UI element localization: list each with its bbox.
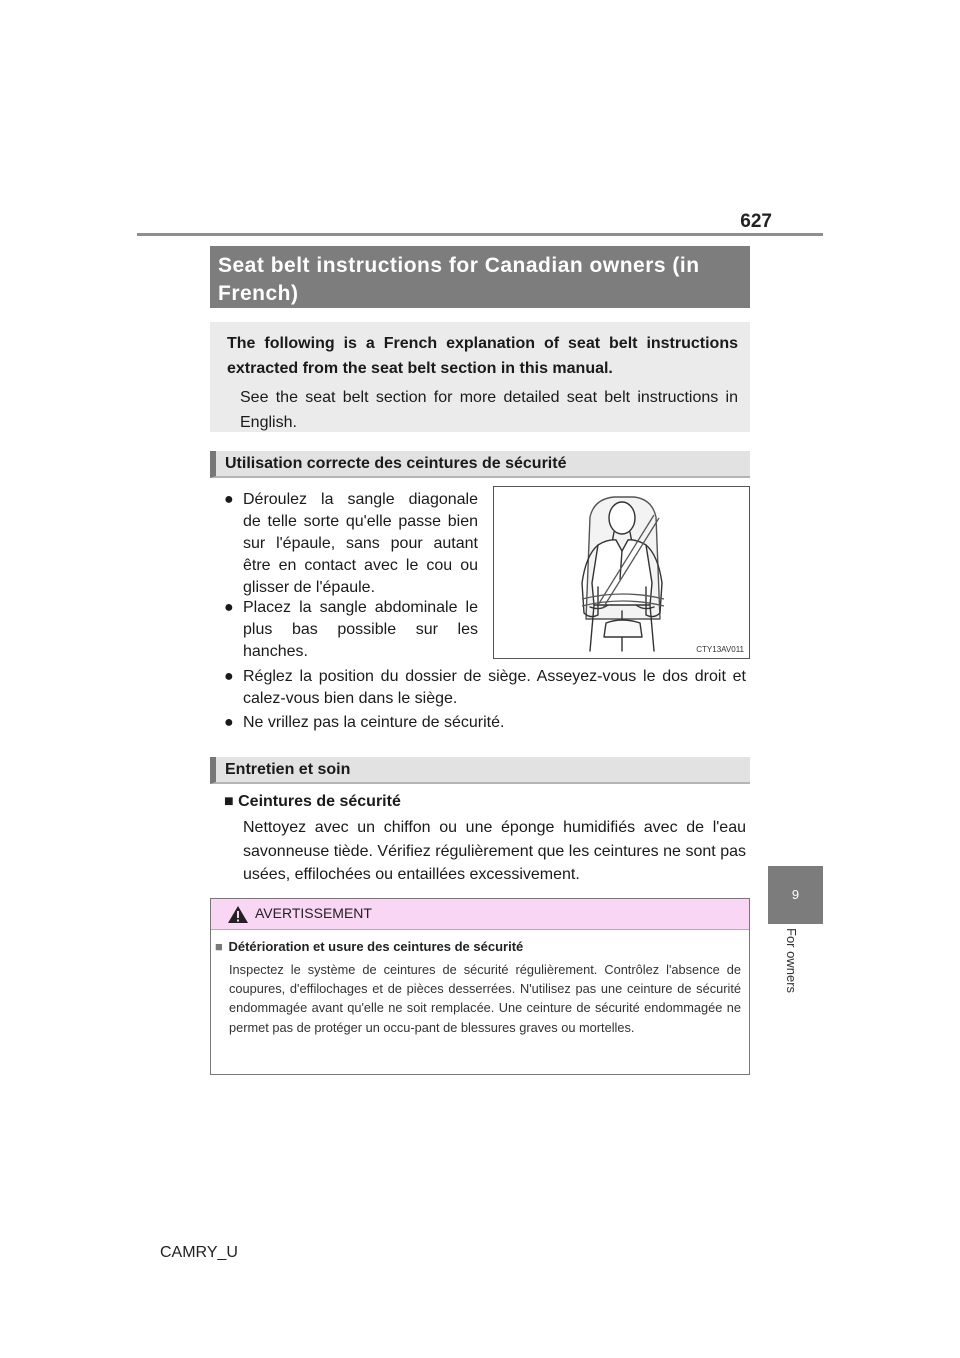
bullet-line: plus bas possible sur les (243, 621, 478, 638)
care-heading: Entretien et soin (210, 757, 750, 784)
illustration-code: CTY13AV011 (696, 645, 744, 654)
bullet-line: Placez la sangle abdominale le (243, 599, 478, 616)
bullet-line: être en contact avec le cou ou (243, 557, 478, 574)
warning-text: Inspectez le système de ceintures de sécurité régulièrement. Contrôlez l'absence de coupures, d'effilochages et de pièces desserrées. N'utilisez pas une ceinture de sécurité endommagée avant qu'elle ne soit remplacée. Une ceinture de sécurité endommagée ne permet pas de protéger un occu-pant de blessures graves ou mortelles. (229, 962, 741, 1035)
bullet-item (224, 489, 478, 599)
care-subheading-text: Ceintures de sécurité (238, 793, 401, 810)
square-bullet: ■ (224, 793, 234, 810)
intro-plain-text: See the seat belt section for more detailed seat belt instructions in English. (240, 389, 738, 431)
care-paragraph: Nettoyez avec un chiffon ou une éponge humidifiés avec de l'eau savonneuse tiède. Vérifiez régulièrement que les ceintures ne sont pas usées, effilochées ou entaillées excessivement. (243, 819, 746, 883)
bullet-line: sur l'épaule, sans pour autant (243, 535, 478, 552)
chapter-tab[interactable]: 9 (768, 866, 823, 924)
bullet-line: de telle sorte qu'elle passe bien (243, 513, 478, 530)
bullet-text: Réglez la position du dossier de siège. Asseyez-vous le dos droit et calez-vous bien dans le siège. (243, 668, 746, 707)
bullet-item (224, 712, 746, 734)
bullet-line: hanches. (243, 643, 308, 660)
warning-title-text: Détérioration et usure des ceintures de sécurité (228, 939, 524, 954)
intro-bold-text: The following is a French explanation of seat belt instructions extracted from the seat belt section in this manual. (227, 335, 738, 377)
care-subheading (224, 791, 401, 813)
header-rule (137, 233, 823, 236)
warning-label: AVERTISSEMENT (255, 905, 372, 921)
section-title: Seat belt instructions for Canadian owners (in French) (210, 246, 750, 308)
bullet-line: Déroulez la sangle diagonale (243, 491, 478, 508)
bullet-item (224, 666, 746, 710)
chapter-label: For owners (784, 928, 799, 994)
warning-title (215, 939, 523, 954)
seatbelt-illustration (493, 486, 750, 659)
bullet-dot: ● (224, 491, 234, 508)
bullet-dot: ● (224, 668, 234, 685)
footer-model: CAMRY_U (160, 1244, 238, 1261)
bullet-dot: ● (224, 714, 234, 731)
page-number: 627 (740, 211, 772, 232)
bullet-text: Ne vrillez pas la ceinture de sécurité. (243, 714, 505, 731)
bullet-item (224, 597, 478, 663)
intro-box (210, 322, 750, 432)
warning-triangle-icon (227, 905, 249, 924)
usage-heading: Utilisation correcte des ceintures de sécurité (210, 451, 750, 478)
square-bullet: ■ (215, 939, 223, 954)
warning-header (211, 899, 749, 930)
bullet-line: glisser de l'épaule. (243, 579, 376, 596)
bullet-dot: ● (224, 599, 234, 616)
warning-box (210, 898, 750, 1075)
seated-person-illustration (494, 487, 749, 658)
